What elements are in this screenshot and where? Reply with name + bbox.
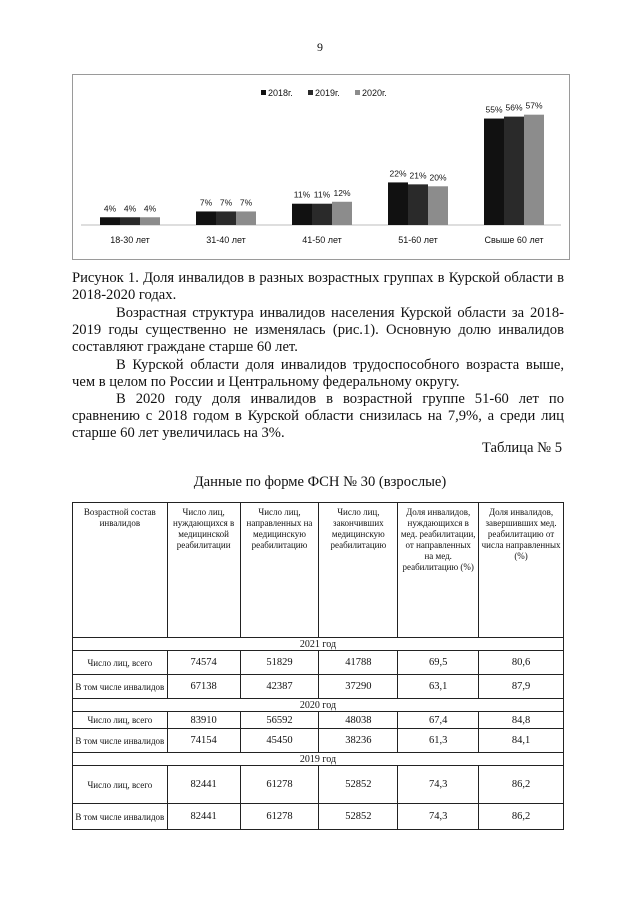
data-label: 11% (313, 189, 331, 200)
row-label: В том числе инвалидов (73, 729, 168, 753)
bar (388, 182, 408, 225)
bar (236, 211, 256, 225)
legend-label: 2020г. (362, 88, 387, 98)
bar (524, 115, 544, 225)
bar (196, 211, 216, 225)
row-label: В том числе инвалидов (73, 675, 168, 699)
row-label: Число лиц, всего (73, 651, 168, 675)
data-label: 4% (103, 203, 117, 214)
cell: 37290 (319, 675, 398, 699)
table-row (73, 675, 564, 699)
data-label: 21% (409, 170, 427, 181)
cell: 61278 (240, 804, 319, 830)
row-label: Число лиц, всего (73, 766, 168, 804)
cell: 82441 (167, 766, 240, 804)
cell: 74574 (167, 651, 240, 675)
legend-label: 2019г. (315, 88, 340, 98)
data-label: 20% (429, 172, 447, 183)
table-row (73, 651, 564, 675)
bar (312, 204, 332, 225)
header-share-finished: Доля инвалидов, завершивших мед. реабилитацию от числа направленных (%) (479, 503, 564, 638)
bar (332, 202, 352, 225)
bar (408, 184, 428, 225)
cell: 83910 (167, 712, 240, 729)
cell: 67138 (167, 675, 240, 699)
cell: 67,4 (398, 712, 479, 729)
year-row (73, 638, 564, 651)
bar (484, 119, 504, 225)
cell: 48038 (319, 712, 398, 729)
data-label: 7% (239, 197, 253, 208)
cell: 61278 (240, 766, 319, 804)
category-label: 31-40 лет (206, 235, 246, 245)
cell: 63,1 (398, 675, 479, 699)
legend-swatch (355, 90, 360, 95)
category-label: 41-50 лет (302, 235, 342, 245)
cell: 38236 (319, 729, 398, 753)
paragraph-2: В Курской области доля инвалидов трудоспособного возраста выше, чем в целом по России и Центральному федеральному округу. (72, 357, 564, 390)
cell: 42387 (240, 675, 319, 699)
cell: 52852 (319, 804, 398, 830)
header-age-group: Возрастной состав инвалидов (73, 503, 168, 638)
data-label: 12% (333, 187, 351, 198)
header-share-need: Доля инвалидов, нуждающихся в мед. реабилитации, от направленных на мед. реабилитацию (%) (398, 503, 479, 638)
cell: 74,3 (398, 766, 479, 804)
year-label: 2020 год (73, 699, 564, 712)
paragraph-3: В 2020 году доля инвалидов в возрастной группе 51-60 лет по сравнению с 2018 годом в Курской области снизилась на 7,9%, а среди лиц старше 60 лет увеличилась на 3%. (72, 391, 564, 441)
data-label: 56% (505, 102, 523, 113)
row-label: Число лиц, всего (73, 712, 168, 729)
cell: 82441 (167, 804, 240, 830)
bar (504, 117, 524, 225)
row-label: В том числе инвалидов (73, 804, 168, 830)
cell: 61,3 (398, 729, 479, 753)
legend-swatch (308, 90, 313, 95)
table-row (73, 712, 564, 729)
bar (216, 211, 236, 225)
category-label: Свыше 60 лет (484, 235, 544, 245)
bar (428, 186, 448, 225)
page-number: 9 (317, 40, 323, 54)
paragraph-1: Возрастная структура инвалидов населения Курской области за 2018-2019 годы существенно не изменялась (рис.1). Основную долю инвалидов составляют граждане старше 60 лет. (72, 305, 564, 355)
cell: 41788 (319, 651, 398, 675)
header-sent-rehab: Число лиц, направленных на медицинскую реабилитацию (240, 503, 319, 638)
bar (292, 204, 312, 225)
cell: 74,3 (398, 804, 479, 830)
year-label: 2019 год (73, 753, 564, 766)
cell: 56592 (240, 712, 319, 729)
cell: 86,2 (479, 766, 564, 804)
figure-caption: Рисунок 1. Доля инвалидов в разных возрастных группах в Курской области в 2018-2020 годах. (72, 270, 564, 303)
legend-label: 2018г. (268, 88, 293, 98)
table-row (73, 729, 564, 753)
chart-svg (73, 75, 569, 259)
table-row (73, 766, 564, 804)
bar (120, 217, 140, 225)
cell: 86,2 (479, 804, 564, 830)
cell: 74154 (167, 729, 240, 753)
cell: 69,5 (398, 651, 479, 675)
cell: 84,1 (479, 729, 564, 753)
header-need-rehab: Число лиц, нуждающихся в медицинской реабилитации (167, 503, 240, 638)
data-label: 11% (293, 189, 311, 200)
data-label: 7% (199, 197, 213, 208)
cell: 80,6 (479, 651, 564, 675)
table-label: Таблица № 5 (482, 440, 562, 456)
table-title: Данные по форме ФСН № 30 (взрослые) (193, 474, 447, 490)
bar (140, 217, 160, 225)
table-header-row (73, 503, 564, 638)
year-label: 2021 год (73, 638, 564, 651)
legend-swatch (261, 90, 266, 95)
cell: 87,9 (479, 675, 564, 699)
table-row (73, 804, 564, 830)
fsn30-table (72, 502, 564, 830)
cell: 84,8 (479, 712, 564, 729)
data-label: 4% (143, 203, 157, 214)
bar (100, 217, 120, 225)
data-label: 57% (525, 100, 543, 111)
cell: 52852 (319, 766, 398, 804)
year-row (73, 699, 564, 712)
header-finished-rehab: Число лиц, закончивших медицинскую реабилитацию (319, 503, 398, 638)
data-label: 55% (485, 104, 503, 115)
cell: 51829 (240, 651, 319, 675)
cell: 45450 (240, 729, 319, 753)
data-label: 7% (219, 197, 233, 208)
year-row (73, 753, 564, 766)
data-label: 22% (389, 168, 407, 179)
category-label: 51-60 лет (398, 235, 438, 245)
data-label: 4% (123, 203, 137, 214)
age-structure-chart (72, 74, 570, 260)
category-label: 18-30 лет (110, 235, 150, 245)
